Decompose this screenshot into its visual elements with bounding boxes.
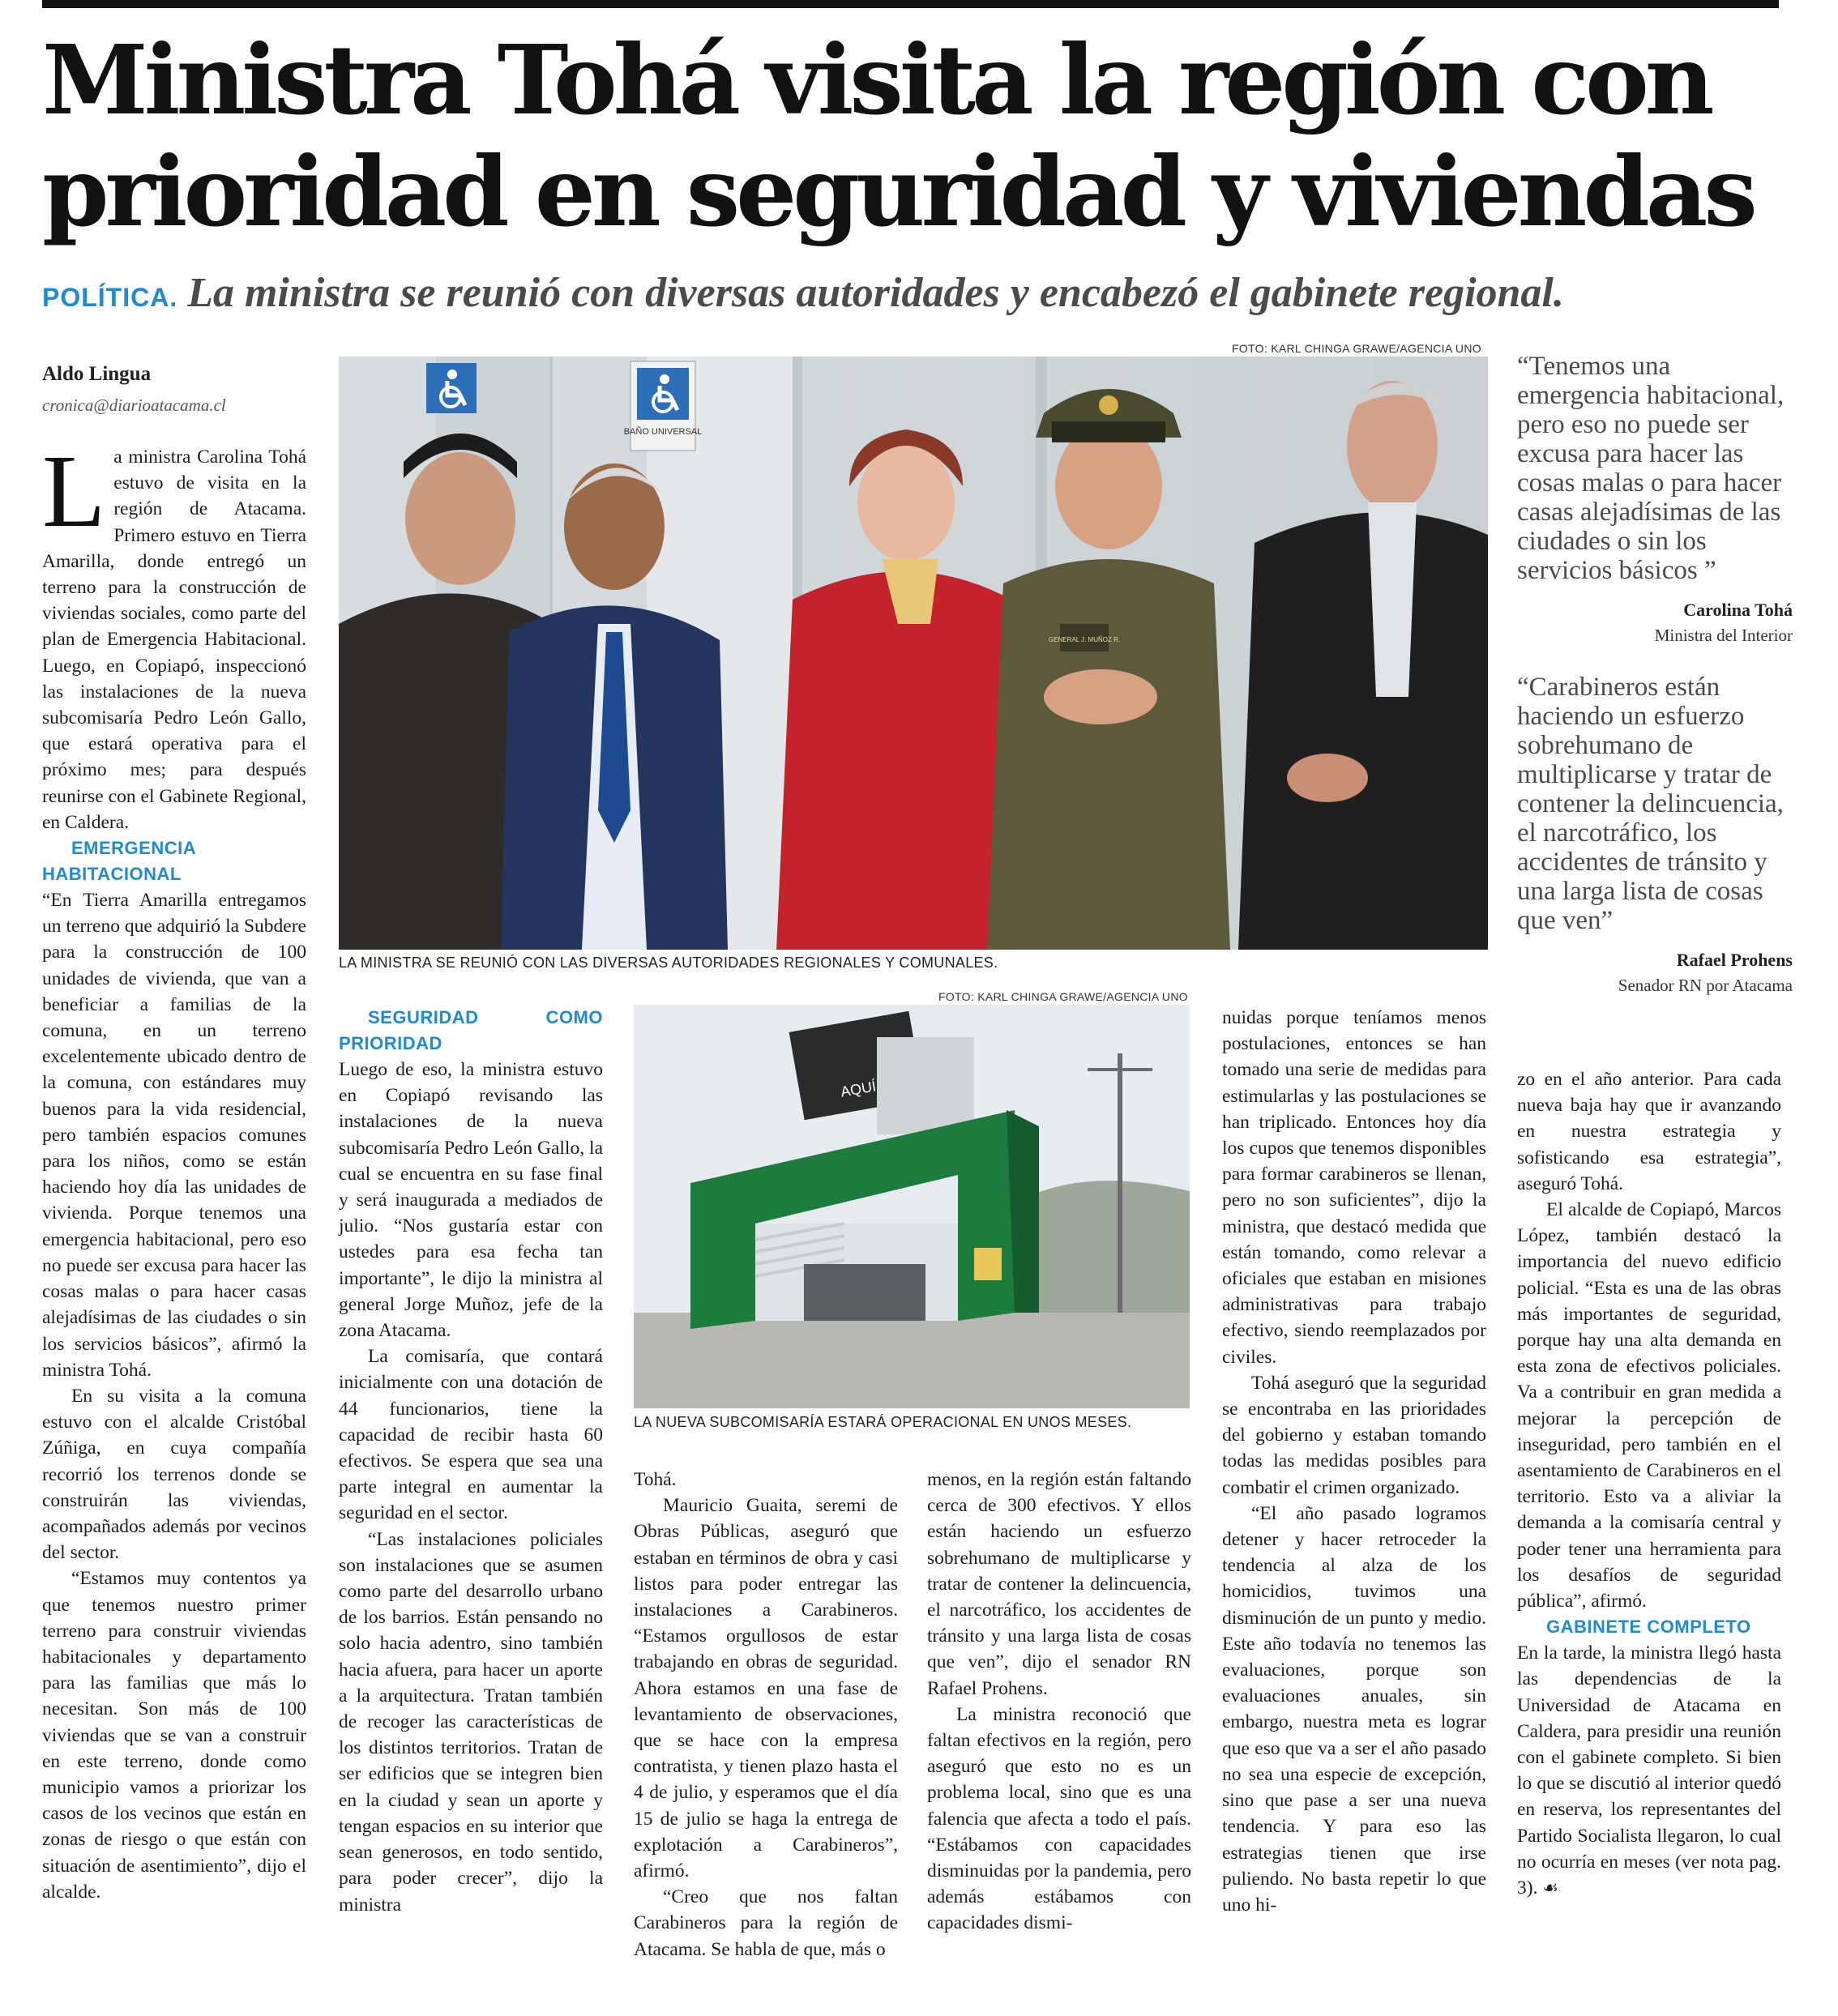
lead-text: a ministra Carolina Tohá estuvo de visita en la región de Atacama. Primero estuvo en Tierra Amarilla, donde entregó un terreno para la construcción de viviendas sociales, como parte del plan de Emergencia Habitacional. Luego, en Copiapó, inspeccionó las instalaciones de la nueva subcomisaría Pedro León Gallo, que estará operativa para el próximo mes; para después reunirse con el Gabinete Regional, en Caldera. [42,446,306,833]
headline-line-2: prioridad en seguridad y viviendas [42,135,1754,248]
section-kicker: POLÍTICA. [42,283,178,312]
paragraph: Luego de eso, la ministra estuvo en Copiapó revisando las instalaciones de la nueva subcomisaría Pedro León Gallo, la cual se encuentra en su fase final y será inaugurada a mediados de julio. “Nos gustaría estar con ustedes para esa fecha tan importante”, le dijo la ministra al general Jorge Muñoz, jefe de la zona Atacama. [339,1059,603,1342]
paragraph: nuidas porque teníamos menos postulaciones, entonces se han tomado una serie de medidas para estimularlas y las postulaciones se han triplicado. Entonces hoy día los cupos que tenemos disponibles para formar carabineros se llenan, pero no son suficientes”, dijo la ministra, que destacó medida que están tomando, como relevar a oficiales que estaban en misiones administrativas para trabajo efectivo, siendo reemplazados por civiles. [1222,1007,1486,1368]
paragraph: La ministra reconoció que faltan efectivos en la región, pero aseguró que esto no es un problema local, sino que es una falencia que afecta a todo el país. “Estábamos con capacidades disminuidas por la pandemia, pero además estábamos con capacidades dismi- [927,1703,1191,1934]
billboard-text: AQUÍ [839,1078,878,1100]
building-photo [634,1005,1190,1408]
pull-quote-2 [1517,673,1793,996]
pull-quote-1 [1517,352,1793,646]
paragraph: “El año pasado logramos detener y hacer retroceder la tendencia al alza de los homicidios, tuvimos una disminución de un punto y medio. Este año todavía no tenemos las evaluaciones, porque son evaluaciones anuales, sin embargo, nuestra meta es lograr que eso que va a ser el año pasado no sea una especie de excepción, sino que pase a ser una nueva tendencia. Y para eso las estrategias tienen que irse puliendo. No basta repetir lo que uno hi- [1222,1502,1486,1916]
deck-text: La ministra se reunió con diversas autoridades y encabezó el gabinete regional. [187,270,1564,316]
article-column-6 [1517,1066,1781,1901]
paragraph: En su visita a la comuna estuvo con el alcalde Cristóbal Zúñiga, en cuya compañía recorrió los terrenos donde se construirán las viviendas, acompañados además por vecinos del sector. [42,1385,306,1564]
article-column-4 [927,1467,1191,1937]
paragraph: Mauricio Guaita, seremi de Obras Públicas, aseguró que estaban en términos de obra y casi listos para poder entregar las instalaciones a Carabineros. “Estamos orgullosos de estar trabajando en obras de seguridad. Ahora estamos en una fase de levantamiento de observaciones, que se hace con la empresa contratista, y tienen plazo hasta el 4 de julio, y esperamos que el día 15 de julio se haga la entrega de explotación a Carabineros”, afirmó. [634,1495,898,1882]
paragraph: “Creo que nos faltan Carabineros para la región de Atacama. Se habla de que, más o [634,1886,898,1960]
article-column-3 [634,1467,898,1963]
paragraph: menos, en la región están faltando cerca de 300 efectivos. Y ellos están haciendo un esfuerzo sobrehumano de multiplicarse y tratar de contener la delincuencia, el narcotráfico, los accidentes de tránsito y una larga lista de cosas que ven”, dijo el senador RN Rafael Prohens. [927,1469,1191,1699]
photo2-credit: FOTO: KARL CHINGA GRAWE/AGENCIA UNO [938,990,1188,1003]
pull-quote-text: “Carabineros están haciendo un esfuerzo sobrehumano de multiplicarse y tratar de contener la delincuencia, el narcotráfico, los accidentes de tránsito y una larga lista de cosas que ven” [1517,673,1784,935]
building-photo-illustration [634,1005,1190,1408]
drop-cap: L [42,434,106,549]
article-column-5 [1222,1005,1486,1918]
subheading-emergencia: EMERGENCIA HABITACIONAL [42,838,197,885]
article-column-2 [339,1005,603,1918]
pull-quote-role: Ministra del Interior [1654,626,1793,645]
paragraph: Tohá aseguró que la seguridad se encontraba en las prioridades del gobierno y estaban tomando todas las medidas posibles para combatir el crimen organizado. [1222,1372,1486,1498]
subheading-seguridad: SEGURIDAD COMO PRIORIDAD [339,1007,603,1053]
paragraph: “Las instalaciones policiales son instalaciones que se asumen como parte del desarrollo urbano de los barrios. Están pensando no solo hacia adentro, sino también hacia afuera, para hacer un aporte a la arquitectura. Tratan también de recoger las características de los distintos territorios. Tratan de ser edificios que se integren bien en la ciudad y sean un aporte y tengan espacios en su interior que sean generosos, en todo sentido, para poder crecer”, dijo la ministra [339,1528,603,1916]
end-mark-icon: ☙ [1542,1877,1559,1899]
headline [42,24,1793,248]
deck [42,269,1793,317]
photo2-caption: LA NUEVA SUBCOMISARÍA ESTARÁ OPERACIONAL EN UNOS MESES. [634,1414,1132,1430]
subheading-gabinete: GABINETE COMPLETO [1546,1617,1751,1638]
accessibility-sign-icon [426,363,477,413]
pull-quote-text: “Tenemos una emergencia habitacional, pero eso no puede ser excusa para hacer las cosas malas o para hacer casas alejadísimas de las ciudades o sin los servicios básicos ” [1517,352,1785,585]
pull-quote-author: Rafael Prohens [1676,950,1793,970]
author-name: Aldo Lingua [42,363,152,385]
paragraph [1517,1640,1781,1901]
paragraph: zo en el año anterior. Para cada nueva baja hay que ir avanzando en nuestra estrategia y sofisticando esa estrategia”, aseguró Tohá. [1517,1069,1781,1194]
author-email: cronica@diarioatacama.cl [42,395,226,415]
pull-quote-role: Senador RN por Atacama [1618,976,1793,995]
accessibility-sign-icon-2 [624,361,703,451]
lead-paragraph [42,434,306,835]
badge-text: GENERAL J. MUÑOZ R. [1048,636,1121,643]
paragraph: “En Tierra Amarilla entregamos un terreno que adquirió la Subdere para la construcción de 100 unidades de vivienda, que van a beneficiar a familias de la comuna, en un terreno excelentemente ubicado dentro de la comuna, con estándares muy buenos para la vida residencial, pero también espacios comunes para los niños, como se están haciendo hoy día las unidades de vivienda. Porque tenemos una emergencia habitacional, pero eso no puede ser excusa para hacer las cosas malas o para hacer casas alejadísimas de las ciudades o sin los servicios básicos”, afirmó la ministra Tohá. [42,890,306,1381]
main-photo [339,357,1488,950]
photo1-caption: LA MINISTRA SE REUNIÓ CON LAS DIVERSAS AUTORIDADES REGIONALES Y COMUNALES. [339,955,998,971]
photo1-credit: FOTO: KARL CHINGA GRAWE/AGENCIA UNO [1232,342,1481,355]
headline-line-1: Ministra Tohá visita la región con [42,23,1711,136]
main-photo-illustration [339,357,1488,950]
sign-text: BAÑO UNIVERSAL [623,427,703,437]
article-column-1 [42,434,306,1905]
paragraph: “Estamos muy contentos ya que tenemos nuestro primer terreno para construir viviendas habitacionales y departamento para las familias que más lo necesitan. Son más de 100 viviendas que se van a construir en este terreno, donde como municipio vamos a priorizar los casos de los vecinos que están en zonas de riesgo o que están con situación de asentimiento”, dijo el alcalde. [42,1568,306,1903]
paragraph: La comisaría, que contará inicialmente con una dotación de 44 funcionarios, tiene la capacidad de recibir hasta 60 efectivos. Se espera que sea una parte integral en aumentar la seguridad en el sector. [339,1346,603,1524]
pull-quote-author: Carolina Tohá [1683,600,1793,620]
paragraph: Tohá. [634,1469,677,1490]
closing-text: En la tarde, la ministra llegó hasta las dependencias de la Universidad de Atacama en Caldera, para presidir una reunión con el gabinete completo. Si bien lo que se discutió al interior quedó en reserva, los representantes del Partido Socialista llegaron, lo cual no ocurría en meses (ver nota pag. 3). [1517,1642,1781,1899]
byline [42,363,318,416]
top-rule [42,0,1779,8]
paragraph: El alcalde de Copiapó, Marcos López, también destacó la importancia del nuevo edificio policial. “Esta es una de las obras más importantes de seguridad, porque hay una alta demanda en esta zona de efectivos policiales. Va a contribuir en gran medida a mejorar la percepción de inseguridad, pero también en el asentamiento de Carabineros en el territorio. Esto va a aliviar la demanda a la comisaría central y poder tener una herramienta para los desafíos de seguridad pública”, afirmó. [1517,1199,1781,1612]
